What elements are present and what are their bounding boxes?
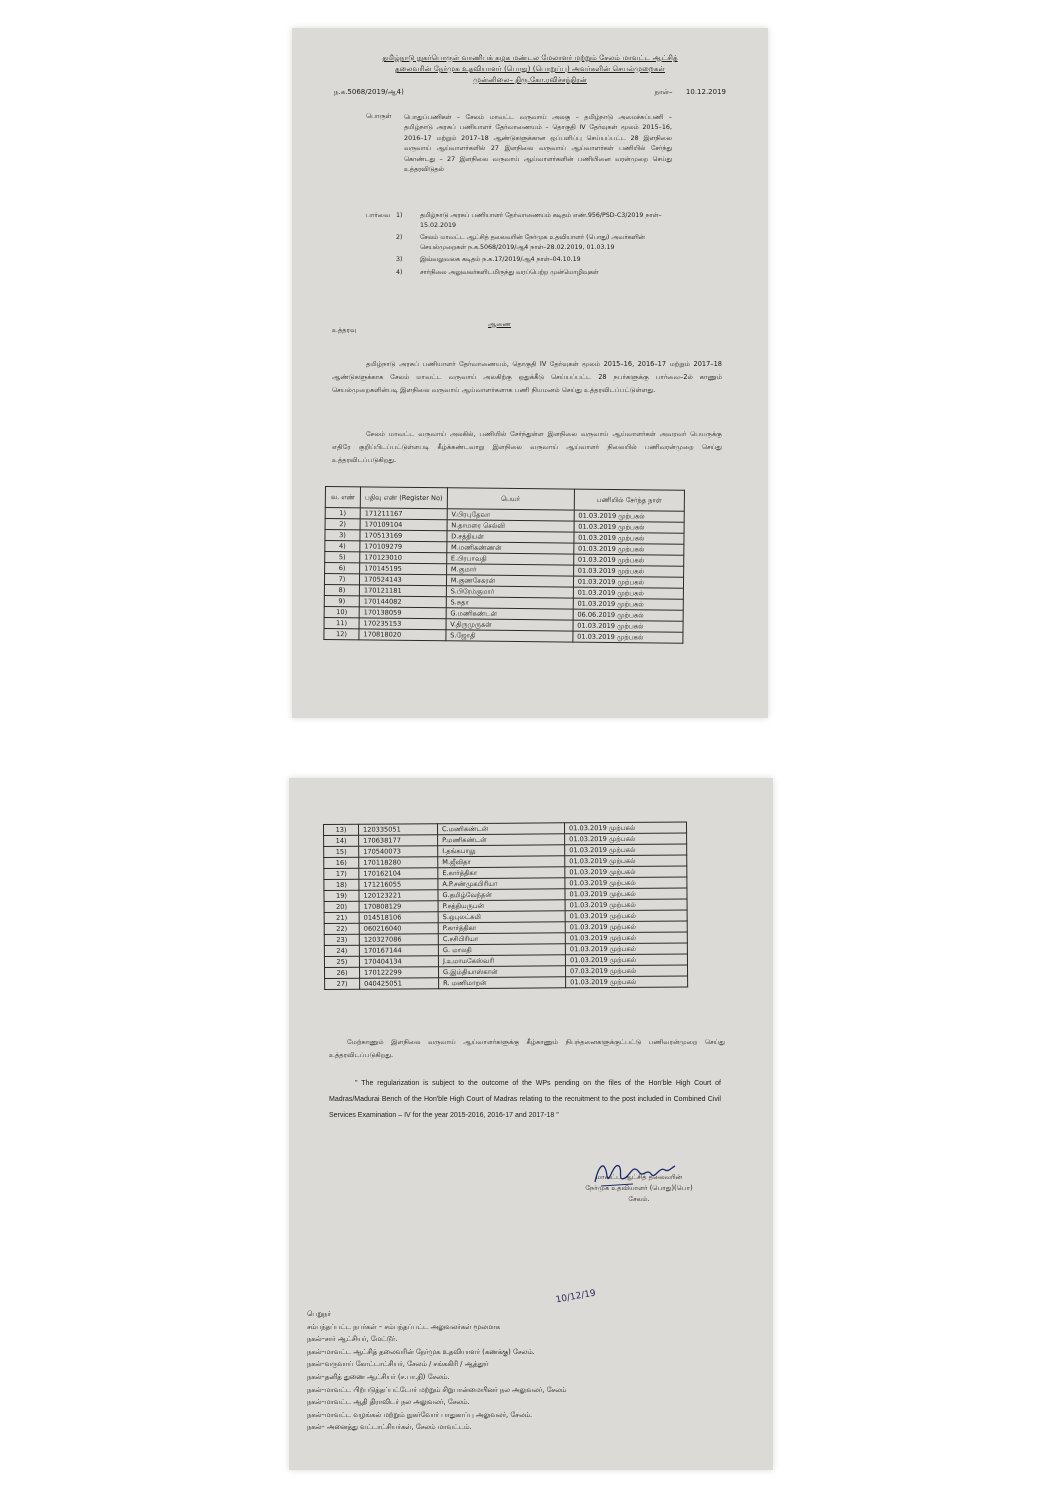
signature-block <box>559 1172 719 1205</box>
recipient-item: நகல்–மாவட்ட ஆதி திராவிடர் நல அலுவலர், சேலம். <box>307 1398 470 1407</box>
joining-date-cell: 01.03.2019 முற்பகல் <box>573 631 683 643</box>
reference-number: 1) <box>396 212 403 219</box>
serial-number-cell: 11) <box>324 617 359 628</box>
serial-number-cell: 10) <box>324 606 359 617</box>
serial-number-cell: 17) <box>324 868 359 879</box>
recipient-item: நகல்–சார் ஆட்சியர், மேட்டூர். <box>307 1335 398 1344</box>
serial-number-cell: 9) <box>324 595 359 606</box>
reference-item <box>394 255 674 265</box>
name-cell: P.மணிகண்டன் <box>438 834 565 846</box>
joining-date-cell: 01.03.2019 முற்பகல் <box>565 910 687 922</box>
joining-date-cell: 06.06.2019 முற்பகல் <box>573 609 683 621</box>
reference-text: சார்நிலை அலுவலர்களிடமிருந்து வரப்பெற்ற முன்மொழிவுகள் <box>420 268 599 276</box>
register-number-cell: 171211167 <box>360 508 447 520</box>
name-cell: R. மணிமாறன் <box>439 977 566 989</box>
serial-number-cell: 21) <box>324 912 359 923</box>
order-header <box>330 52 730 85</box>
name-cell: N.தாமரை செல்வி <box>447 520 574 532</box>
name-cell: M.குணசேகரன் <box>446 575 573 587</box>
recipient-item: நகல்–தனித் துணை ஆட்சியர் (ச.பா.தி) சேலம். <box>307 1372 450 1381</box>
joining-date-cell: 01.03.2019 முற்பகல் <box>565 844 687 856</box>
register-number-cell: 060216040 <box>359 923 438 935</box>
date-label: நாள்– <box>654 88 673 96</box>
serial-number-cell: 19) <box>324 890 359 901</box>
joining-date-cell: 01.03.2019 முற்பகல் <box>564 822 686 834</box>
recipient-item: நகல்–மாவட்ட ஆட்சித் தலைவரின் நேர்முக உதவியாளர் (கணக்கு) சேலம். <box>307 1347 535 1356</box>
serial-number-cell: 26) <box>325 967 360 978</box>
joining-date-cell: 01.03.2019 முற்பகல் <box>565 954 687 966</box>
reference-item <box>394 233 674 252</box>
serial-number-cell: 4) <box>325 541 360 552</box>
serial-number-cell: 16) <box>324 857 359 868</box>
reference-number: 3) <box>396 256 403 264</box>
reference-text: சேலம் மாவட்ட ஆட்சித் தலைவரின் நேர்முக உதவியாளர் (பொது) அவர்களின் செயல்முறைகள் ந.க.5068/2019/ஆ4 நாள்–28.02.2019, 01.03.19 <box>420 234 645 251</box>
register-number-cell: 120123221 <box>359 890 438 902</box>
references-label: பார்வை <box>366 211 391 219</box>
reference-line <box>334 88 726 97</box>
register-number-cell: 120335051 <box>359 824 438 836</box>
recipient-item: நகல்–மாவட்ட வழங்கல் மற்றும் நுகர்வோர் பாதுகாப்பு அலுவலர், சேலம். <box>307 1410 533 1419</box>
order-paragraph-1: தமிழ்நாடு அரசுப் பணியாளர் தேர்வாணையம், தொகுதி IV தேர்வுகள் மூலம் 2015–16, 2016–17 மற்றும் 2017–18 ஆண்டுகளுக்காக சேலம் மாவட்ட வருவாய் அலகிற்கு ஒதுக்கீடு செய்யப்பட்ட 28 நபர்களுக்கு பார்வை–2ல் காணும் செயல்முறைகளின்படி இளநிலை வருவாய் ஆய்வாளர்களாக பணி நியமனம் செய்து உத்தரவிடப்பட்டுள்ளது. <box>332 360 722 394</box>
joining-date-cell: 01.03.2019 முற்பகல் <box>573 565 683 577</box>
column-header-joining-date: பணியில் சேர்ந்த நாள் <box>574 489 685 511</box>
joining-date-cell: 01.03.2019 முற்பகல் <box>573 576 683 588</box>
document-page-2 <box>289 778 773 1470</box>
joining-date-cell: 01.03.2019 முற்பகல் <box>573 598 683 610</box>
recipient-item: நகல்–மாவட்ட பிற்படுத்தப்பட்டோர் மற்றும் சிறுபான்மையினர் நல அலுவலர், சேலம் <box>307 1385 567 1394</box>
signatory-designation: நேர்முக உதவியாளர் (பொது)(பொ) <box>585 1184 693 1192</box>
reference-number: ந.க.5068/2019/ஆ4) <box>334 88 404 96</box>
joining-date-cell: 01.03.2019 முற்பகல் <box>573 620 683 632</box>
joining-date-cell: 01.03.2019 முற்பகல் <box>574 521 684 533</box>
table-body <box>324 508 684 644</box>
register-number-cell: 170162104 <box>359 868 438 880</box>
order-paragraph-2: சேலம் மாவட்ட வருவாய் அலகில், பணியில் சேர்ந்துள்ள இளநிலை வருவாய் ஆய்வாளர்கள் அவரவர் பெயருக்கு எதிரே குறிப்பிடப்பட்டுள்ளபடி கீழ்க்கண்டவாறு இளநிலை வருவாய் ஆய்வாளர் நிலையில் பணிவரன்முறை செய்து உத்தரவிடப்படுகிறது. <box>332 430 722 464</box>
name-cell: C.சசிபிரியா <box>438 933 565 945</box>
name-cell: C.மணிகண்டன் <box>438 823 565 835</box>
name-cell: G.இம்தியாஸ்கான் <box>438 966 565 978</box>
order-label: உத்தரவு <box>332 326 357 334</box>
name-cell: S.பிரேம்குமார் <box>446 586 573 598</box>
name-cell: S.சுதா <box>446 597 573 609</box>
name-cell: S.ஜோதி <box>446 630 573 642</box>
register-number-cell: 170404134 <box>359 956 438 968</box>
register-number-cell: 170638177 <box>359 835 438 847</box>
serial-number-cell: 8) <box>324 584 359 595</box>
reference-item <box>394 211 674 230</box>
subject-label: பொருள் <box>366 112 392 120</box>
name-cell: P.சத்தியருபன் <box>438 900 565 912</box>
register-number-cell: 170144082 <box>359 596 446 608</box>
received-date-text: 10/12/19 <box>555 1288 597 1306</box>
joining-date-cell: 01.03.2019 முற்பகல் <box>565 866 687 878</box>
name-cell: G.மணிகண்டன் <box>446 608 573 620</box>
document-page-1 <box>292 28 768 718</box>
recipients-label: பெறுநர் <box>307 1310 331 1318</box>
joining-date-cell: 01.03.2019 முற்பகல் <box>574 510 684 522</box>
serial-number-cell: 2) <box>325 519 360 530</box>
condition-paragraph: மேற்காணும் இளநிலை வருவாய் ஆய்வாளர்களுக்கு கீழ்காணும் நிபந்தனைகளுக்குட்பட்டு பணிவரன்முறை செய்து உத்தரவிடப்படுகிறது. <box>329 1038 725 1059</box>
name-cell: S.ஒபுலட்சுமி <box>438 911 565 923</box>
table-row <box>325 976 688 990</box>
register-number-cell: 170145195 <box>360 563 447 575</box>
signatory-designation: மாவட்ட ஆட்சித் தலைவரின் <box>595 1173 683 1181</box>
subject-text: பொதுப்பணிகள் – சேலம் மாவட்ட வருவாய் அலகு – தமிழ்நாடு அமைச்சுப்பணி – தமிழ்நாடு அரசுப் பணியாளர் தேர்வாணையம் – தொகுதி IV தேர்வுகள் மூலம் 2015–16, 2016–17 மற்றும் 2017–18 ஆண்டுகளுக்கான ஒப்பளிப்பு செய்யப்பட்ட 28 இளநிலை வருவாய் ஆய்வாளர்களில் 27 இளநிலை வருவாய் ஆய்வாளர்கள் பணியில் சேர்ந்து கொண்டது – 27 இளநிலை வருவாய் ஆய்வாளர்களின் பணியினை வரன்முறை செய்து உத்தரவிடுதல் <box>404 113 672 174</box>
name-cell: I.தங்கபாலு <box>438 845 565 857</box>
register-number-cell: 170540073 <box>359 846 438 858</box>
serial-number-cell: 13) <box>324 824 359 835</box>
joining-date-cell: 01.03.2019 முற்பகல் <box>565 833 687 845</box>
reference-text: இவ்வலுவலக கடிதம் ந.க.17/2019/ஆ4 நாள்–04.10.19 <box>420 256 581 264</box>
received-handwritten-mark <box>551 1278 611 1308</box>
distribution-list <box>307 1308 727 1434</box>
serial-number-cell: 12) <box>324 628 359 639</box>
column-header-name: பெயர் <box>447 488 574 510</box>
header-line: தமிழ்நாடு நுகர்பொருள் வாணிபக் கழக மண்டல மேலாளர் மற்றும் சேலம் மாவட்ட ஆட்சித் <box>382 53 678 62</box>
register-number-cell: 170138059 <box>359 607 446 619</box>
name-cell: E.பிரபாவதி <box>446 553 573 565</box>
reference-number: 4) <box>396 268 403 276</box>
header-line: முன்னிலை– திரு.கோ.ரவிச்சந்திரன் <box>473 75 587 84</box>
serial-number-cell: 22) <box>324 923 359 934</box>
junior-revenue-inspectors-table <box>323 486 685 644</box>
joining-date-cell: 01.03.2019 முற்பகல் <box>565 921 687 933</box>
joining-date-cell: 01.03.2019 முற்பகல் <box>573 554 683 566</box>
register-number-cell: 171216055 <box>359 879 438 891</box>
reference-item <box>394 268 674 278</box>
name-cell: M.ஜீவிதா <box>438 856 565 868</box>
name-cell: J.உமாமகேஸ்வரி <box>438 955 565 967</box>
register-number-cell: 040425051 <box>360 978 439 990</box>
joining-date-cell: 01.03.2019 முற்பகல் <box>574 532 684 544</box>
register-number-cell: 170121181 <box>359 585 446 597</box>
reference-text: தமிழ்நாடு அரசுப் பணியாளர் தேர்வாணையம் கடிதம் எண்.956/PSD-C3/2019 நாள்– 15.02.2019 <box>420 212 662 229</box>
joining-date-cell: 01.03.2019 முற்பகல் <box>565 855 687 867</box>
serial-number-cell: 15) <box>324 846 359 857</box>
register-number-cell: 170122299 <box>360 967 439 979</box>
register-number-cell: 014518106 <box>359 912 438 924</box>
name-cell: G.தமிழ்வேந்தன் <box>438 889 565 901</box>
reference-number: 2) <box>396 234 403 242</box>
name-cell: V.திருமுருகன் <box>446 619 573 631</box>
recipient-item: நகல்–வருவாய் கோட்டாட்சியர், சேலம் / சங்ககிரி / ஆத்தூர் <box>307 1360 489 1369</box>
serial-number-cell: 5) <box>325 552 360 563</box>
joining-date-cell: 01.03.2019 முற்பகல் <box>565 899 687 911</box>
serial-number-cell: 14) <box>324 835 359 846</box>
serial-number-cell: 23) <box>324 934 359 945</box>
joining-date-cell: 01.03.2019 முற்பகல் <box>565 943 687 955</box>
name-cell: D.சத்தியன் <box>447 531 574 543</box>
serial-number-cell: 7) <box>324 574 359 585</box>
date-value: 10.12.2019 <box>685 88 726 96</box>
header-line: தலைவரின் நேர்முக உதவியாளர் (பொது) (பொறுப்பு) அவர்களின் செயல்முறைகள் <box>395 64 665 73</box>
joining-date-cell: 01.03.2019 முற்பகல் <box>566 976 688 988</box>
register-number-cell: 170167144 <box>359 945 438 957</box>
register-number-cell: 170818020 <box>359 629 446 641</box>
register-number-cell: 170808129 <box>359 901 438 913</box>
order-date <box>655 88 726 97</box>
serial-number-cell: 20) <box>324 901 359 912</box>
joining-date-cell: 01.03.2019 முற்பகல் <box>565 888 687 900</box>
recipient-item: சம்பந்தப்பட்ட நபர்கள் – சம்பந்தப்பட்ட அலுவலர்கள் மூலமாக <box>307 1322 500 1331</box>
joining-date-cell: 01.03.2019 முற்பகல் <box>565 932 687 944</box>
order-title: ஆணை <box>488 320 511 328</box>
serial-number-cell: 18) <box>324 879 359 890</box>
joining-date-cell: 01.03.2019 முற்பகல் <box>565 877 687 889</box>
register-number-cell: 170235153 <box>359 618 446 630</box>
joining-date-cell: 07.03.2019 முற்பகல் <box>565 965 687 977</box>
name-cell: M.குமார் <box>446 564 573 576</box>
joining-date-cell: 01.03.2019 முற்பகல் <box>573 587 683 599</box>
junior-revenue-inspectors-table-continued <box>323 821 688 990</box>
table-body <box>324 822 688 990</box>
joining-date-cell: 01.03.2019 முற்பகல் <box>574 543 684 555</box>
register-number-cell: 170123010 <box>360 552 447 564</box>
serial-number-cell: 1) <box>325 508 360 519</box>
column-header-register-no: பதிவு எண் (Register No) <box>360 487 447 509</box>
name-cell: M.மணிகண்ணன் <box>447 542 574 554</box>
register-number-cell: 170524143 <box>359 574 446 586</box>
register-number-cell: 120327086 <box>359 934 438 946</box>
name-cell: E.கார்த்திகா <box>438 867 565 879</box>
register-number-cell: 170513169 <box>360 530 447 542</box>
register-number-cell: 170109104 <box>360 519 447 531</box>
serial-number-cell: 6) <box>325 563 360 574</box>
name-cell: P.கார்த்திகா <box>438 922 565 934</box>
name-cell: A.P.சண்முகபிரியா <box>438 878 565 890</box>
recipient-item: நகல்– அனைத்து வட்டாட்சியர்கள், சேலம் மாவட்டம். <box>307 1423 472 1432</box>
regularization-condition-quote: " The regularization is subject to the outcome of the WPs pending on the files of the Hon'ble High Court of Madras/Madurai Bench of the Hon'ble High Court of Madras relating to the recruitment to the post included in Combined Civil Services Examination – IV for the year 2015-2016, 2016-17 and 2017-18 " <box>329 1080 721 1119</box>
references-list <box>394 211 674 281</box>
column-header-serial: வ. எண் <box>325 487 360 508</box>
serial-number-cell: 3) <box>325 530 360 541</box>
register-number-cell: 170118280 <box>359 857 438 869</box>
signatory-place: சேலம். <box>628 1195 650 1203</box>
register-number-cell: 170109279 <box>360 541 447 553</box>
serial-number-cell: 24) <box>324 945 359 956</box>
serial-number-cell: 27) <box>325 978 360 989</box>
name-cell: V.பிரபுதேவா <box>447 509 574 521</box>
name-cell: G. மாலதி <box>438 944 565 956</box>
serial-number-cell: 25) <box>324 956 359 967</box>
